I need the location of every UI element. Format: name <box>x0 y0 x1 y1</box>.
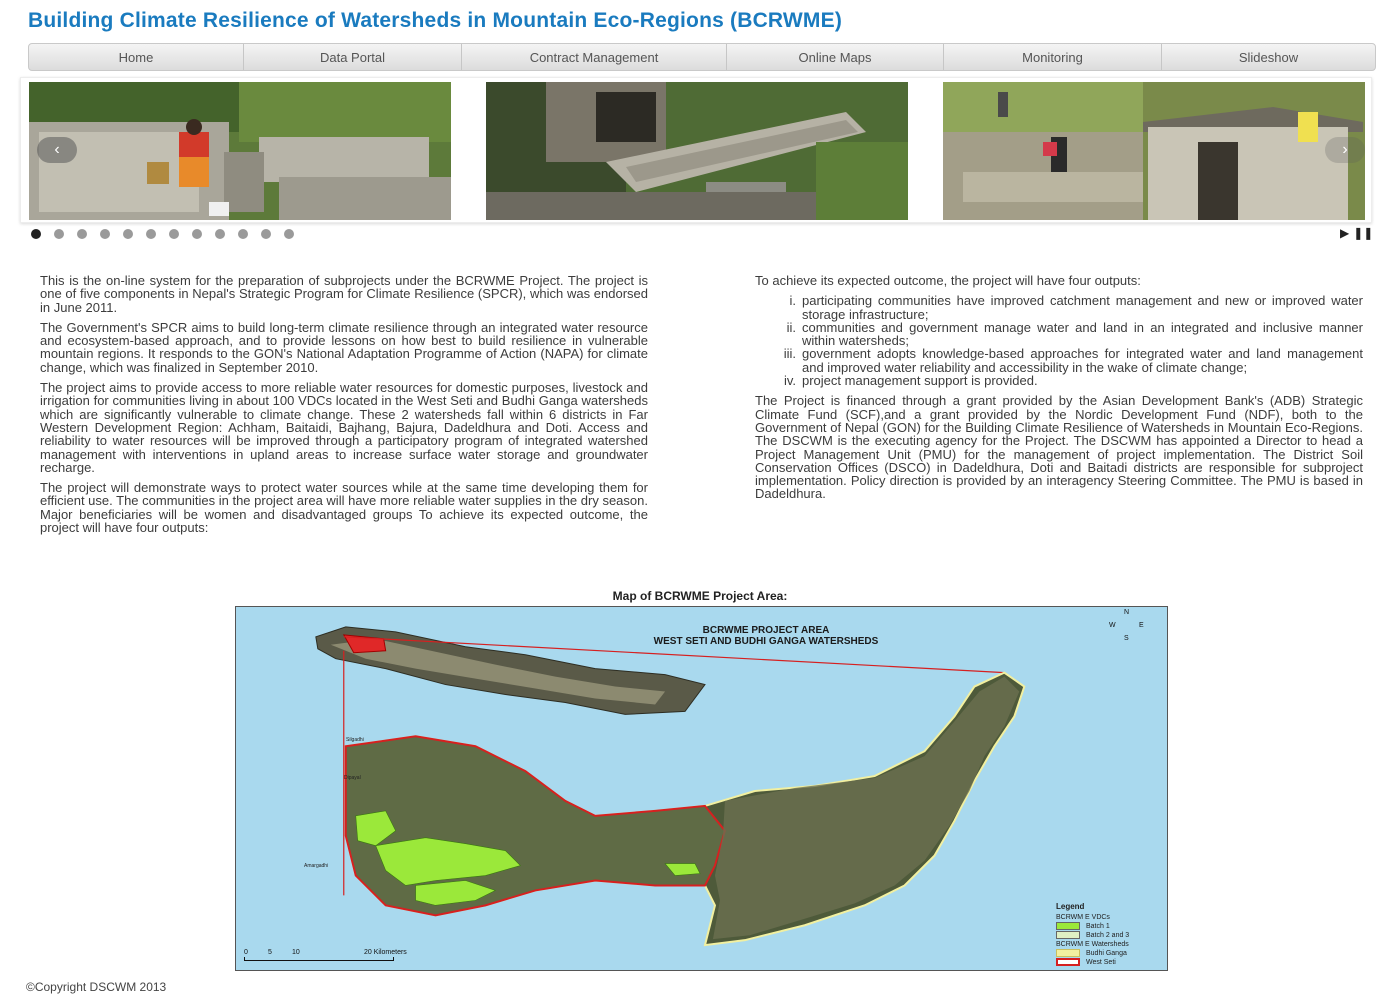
output-number: iii. <box>783 346 796 362</box>
output-number: iv. <box>783 373 796 389</box>
output-number: ii. <box>786 319 796 335</box>
legend-swatch <box>1056 958 1080 966</box>
legend-swatch <box>1056 922 1080 930</box>
nav-online-maps[interactable]: Online Maps <box>727 44 944 70</box>
intro-paragraph-2: The Government's SPCR aims to build long-term climate resilience through an integrated water resource and ecosystem-based approach, and to provide lessons on how best to build resilience in vulnerable mountain regions. It responds to the GON's National Adaptation Programme of Action (NAPA) for climate change, which was finalized in September 2010. <box>40 319 648 375</box>
output-text: communities and government manage water and land in an integrated and inclusive manner within watersheds; <box>802 319 1363 349</box>
slider-prev-button[interactable] <box>37 137 77 163</box>
map-place-label: Silgadhi <box>346 737 364 743</box>
outputs-list <box>755 294 1363 387</box>
scale-tick <box>316 949 340 956</box>
nav-slideshow[interactable]: Slideshow <box>1238 49 1299 65</box>
nav-monitoring[interactable]: Monitoring <box>944 44 1162 70</box>
page-title: Building Climate Resilience of Watersheds in Mountain Eco-Regions (BCRWME) <box>28 9 843 32</box>
map-header-line-1: BCRWME PROJECT AREA <box>702 625 830 636</box>
legend-label: Budhi Ganga <box>1086 949 1127 957</box>
scale-bar-line <box>244 957 394 961</box>
legend-swatch <box>1056 949 1080 957</box>
map-header <box>616 625 916 647</box>
slider-dot-12[interactable] <box>284 229 294 239</box>
legend-label: Batch 2 and 3 <box>1086 931 1130 939</box>
list-item <box>755 347 1363 374</box>
scale-tick: 20 Kilometers <box>364 949 407 956</box>
slider-dot-4[interactable] <box>100 229 110 239</box>
pause-icon[interactable]: ❚❚ <box>1353 226 1374 240</box>
financing-paragraph: The Project is financed through a grant provided by the Asian Development Bank's (ADB) Strategic Climate Fund (SCF),and a grant provided by the Nordic Development Fund (NDF), both to the Government of Nepal (GON) for the Building Climate Resilience of Watersheds in Mountain Eco-Regions. The DSCWM is the executing agency for the Project. The DSCWM has appointed a Director to head a Project Management Unit (PMU) for the management of project implementation. The District Soil Conservation Offices (DSCO) in Dadeldhura, Doti and Baitadi districts are responsible for subproject implementation. Policy direction is provided by an interagency Steering Committee. The PMU is based in Dadeldhura. <box>755 393 1363 502</box>
slider-dot-10[interactable] <box>238 229 248 239</box>
map-legend <box>1056 902 1166 967</box>
scale-tick <box>340 949 364 956</box>
play-icon[interactable]: ▶ <box>1340 226 1350 240</box>
slider-dot-9[interactable] <box>215 229 225 239</box>
slider-pagination <box>31 229 294 239</box>
intro-paragraph-4: The project will demonstrate ways to protect water sources while at the same time developing them for efficient use. The communities in the project area will have more reliable water supplies in the dry season. Major beneficiaries will be women and disadvantaged groups To achieve its expected outcome, the project will have four outputs: <box>40 480 648 536</box>
legend-watershed-heading: BCRWM E Watersheds <box>1056 941 1129 948</box>
nav-data-portal[interactable]: Data Portal <box>244 44 462 70</box>
legend-swatch <box>1056 931 1080 939</box>
compass-rose-icon <box>1109 609 1145 645</box>
output-number: i. <box>789 293 796 309</box>
compass-west: W <box>1109 622 1116 629</box>
slide-photo-water-tap <box>29 82 451 220</box>
slider-dot-2[interactable] <box>54 229 64 239</box>
output-text: participating communities have improved catchment management and new or improved water storage infrastructure; <box>802 293 1363 322</box>
project-area-map <box>235 606 1168 971</box>
map-place-label: Dipayal <box>344 775 361 781</box>
footer-copyright: ©Copyright DSCWM 2013 <box>26 980 167 994</box>
nav-contract-management[interactable]: Contract Management <box>462 44 727 70</box>
list-item <box>755 294 1363 321</box>
legend-row-budhi-ganga <box>1056 949 1166 957</box>
legend-vdc-heading: BCRWM E VDCs <box>1056 914 1110 921</box>
chevron-right-icon: › <box>1342 141 1348 158</box>
legend-label: West Seti <box>1086 958 1116 966</box>
slider-dot-5[interactable] <box>123 229 133 239</box>
compass-east: E <box>1139 622 1144 629</box>
compass-north: N <box>1124 609 1130 616</box>
chevron-left-icon: ‹ <box>54 141 60 158</box>
slider-dot-1[interactable] <box>31 229 41 239</box>
intro-column-left <box>40 274 648 541</box>
scale-tick: 5 <box>268 949 272 956</box>
scale-tick: 0 <box>244 949 248 956</box>
photo-slider <box>20 77 1372 223</box>
list-item <box>755 321 1363 348</box>
legend-row-batch1 <box>1056 922 1166 930</box>
outputs-intro: To achieve its expected outcome, the project will have four outputs: <box>755 273 1141 288</box>
slider-dot-3[interactable] <box>77 229 87 239</box>
legend-row-batch23 <box>1056 931 1166 939</box>
output-text: project management support is provided. <box>802 373 1038 389</box>
intro-column-right <box>755 274 1363 508</box>
slide-photo-water-channel <box>486 82 908 220</box>
slider-playback-controls <box>1340 226 1373 240</box>
slider-dot-11[interactable] <box>261 229 271 239</box>
map-graphic <box>236 607 1167 970</box>
list-item <box>755 374 1363 387</box>
scale-tick: 10 <box>292 949 300 956</box>
map-caption: Map of BCRWME Project Area: <box>612 589 788 603</box>
compass-south: S <box>1124 635 1129 642</box>
map-header-line-2: WEST SETI AND BUDHI GANGA WATERSHEDS <box>653 636 879 647</box>
slider-next-button[interactable] <box>1325 137 1365 163</box>
slide-photo-water-house <box>943 82 1365 220</box>
intro-paragraph-1: This is the on-line system for the preparation of subprojects under the BCRWME Project. The project is one of five components in Nepal's Strategic Program for Climate Resilience (SPCR), which was endorsed in June 2011. <box>40 273 648 315</box>
legend-label: Batch 1 <box>1086 922 1110 930</box>
main-navbar <box>28 43 1376 71</box>
slider-dot-6[interactable] <box>146 229 156 239</box>
map-scale-bar <box>244 949 407 961</box>
slider-dot-7[interactable] <box>169 229 179 239</box>
legend-row-west-seti <box>1056 958 1166 966</box>
slider-dot-8[interactable] <box>192 229 202 239</box>
map-place-label: Amargadhi <box>304 863 329 869</box>
legend-title: Legend <box>1056 902 1085 911</box>
nav-home[interactable]: Home <box>29 44 244 70</box>
output-text: government adopts knowledge-based approaches for integrated water and land management and improved water reliability and accessibility in the wake of climate change; <box>802 346 1363 375</box>
intro-paragraph-3: The project aims to provide access to more reliable water resources for domestic purposes, livestock and irrigation for communities living in about 100 VDCs located in the West Seti and Budhi Ganga watersheds which are significantly vulnerable to climate change. These 2 watersheds fall within 6 districts in Far Western Development Region: Achham, Baitaidi, Bajhang, Bajura, Dadeldhura and Doti. Access and reliability to water resources will be improved through a participatory program of integrated watershed management with interventions in upland areas to increase surface water storage and groundwater recharge. <box>40 380 648 475</box>
